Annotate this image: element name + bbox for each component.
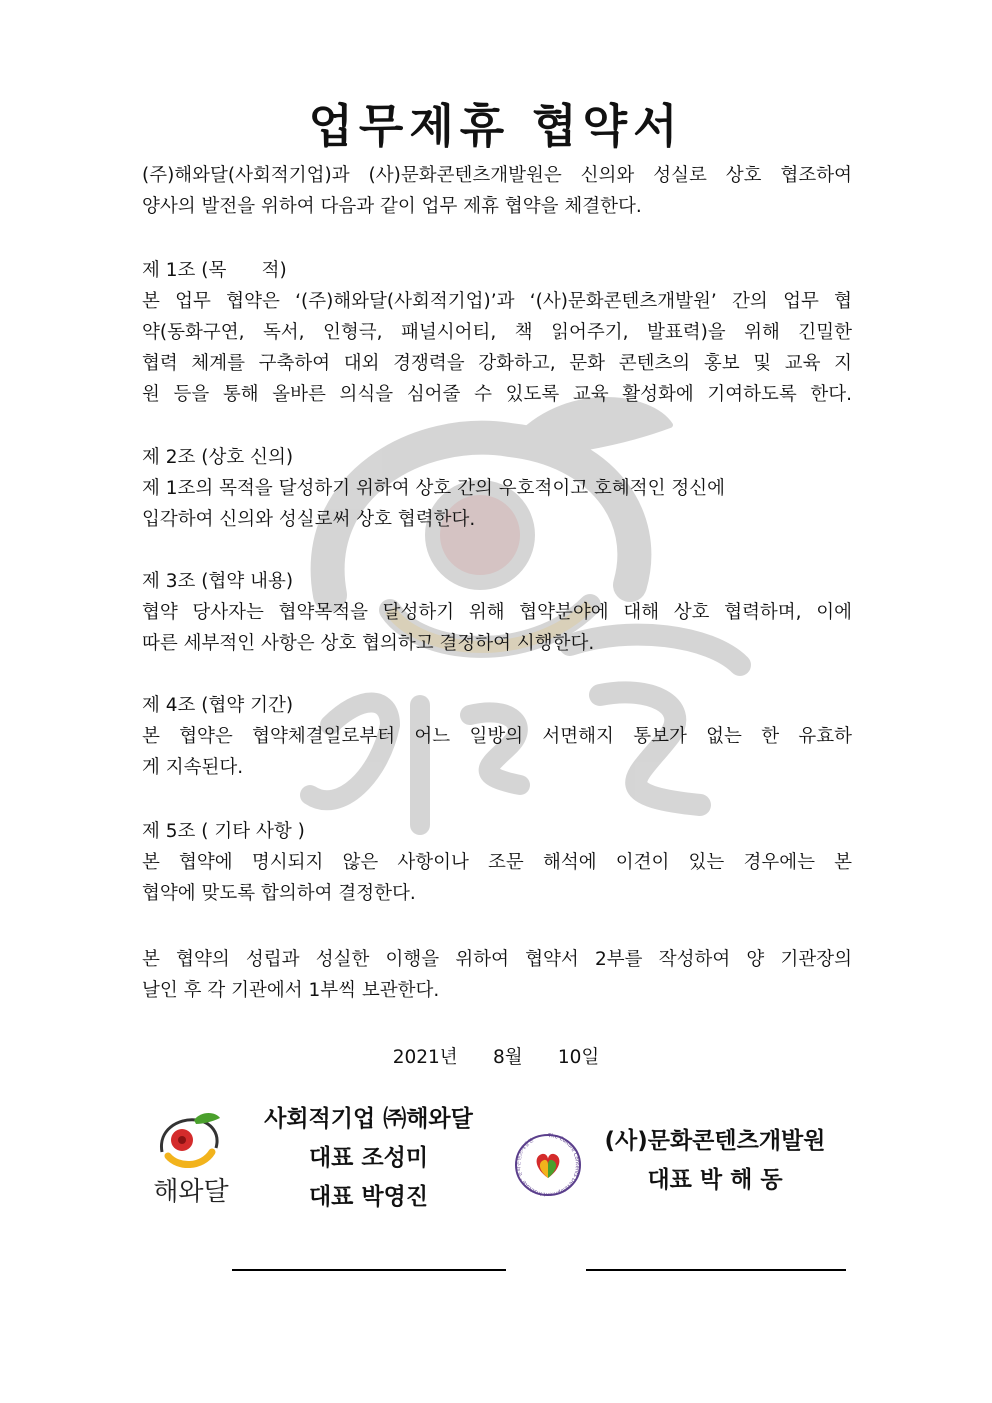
signature-line-right	[586, 1269, 846, 1271]
party-left-signature	[236, 1100, 501, 1217]
haewadal-logo	[150, 1112, 232, 1212]
article-heading: 제 4조 (협약 기간)	[142, 695, 294, 716]
signature-line-left	[232, 1269, 506, 1271]
party-left-rep2: 대표 박영진	[308, 1184, 429, 1210]
article-1	[142, 255, 852, 410]
party-right-rep: 대표 박 해 동	[647, 1167, 783, 1193]
closing-paragraph	[142, 944, 852, 1006]
logo-text: 해와달	[153, 1177, 229, 1207]
article-heading: 제 5조 ( 기타 사항 )	[142, 821, 305, 842]
article-line: 협력 체계를 구축하여 대외 경쟁력을 강화하고, 문화 콘텐츠의 홍보 및 교육 지	[142, 353, 852, 374]
article-heading: 제 2조 (상호 신의)	[142, 447, 294, 468]
closing-line: 본 협약의 성립과 성실한 이행을 위하여 협약서 2부를 작성하여 양 기관장의	[142, 949, 852, 970]
intro-line: (주)해와달(사회적기업)과 (사)문화콘텐츠개발원은 신의와 성실로 상호 협조하여	[142, 165, 852, 186]
article-3	[142, 566, 852, 659]
date-day: 10일	[557, 1047, 600, 1068]
party-right-org: (사)문화콘텐츠개발원	[604, 1128, 826, 1154]
seal-ring-text: The Culture Contents Development Institute · 문화콘텐츠개발원	[515, 1132, 580, 1198]
ccdi-seal-logo	[508, 1132, 588, 1198]
party-left-rep1: 대표 조성미	[308, 1145, 429, 1171]
closing-line: 날인 후 각 기관에서 1부씩 보관한다.	[142, 980, 440, 1001]
date-month: 8월	[492, 1047, 523, 1068]
document-title: 업무제휴 협약서	[308, 99, 684, 153]
date-year: 2021년	[392, 1047, 458, 1068]
article-line: 게 지속된다.	[142, 757, 244, 778]
intro-paragraph	[142, 160, 852, 222]
article-line: 따른 세부적인 사항은 상호 협의하고 결정하여 시행한다.	[142, 633, 595, 654]
party-left-org: 사회적기업 ㈜해와달	[264, 1106, 473, 1132]
article-heading: 제 1조 (목 적)	[142, 260, 287, 281]
article-line: 본 협약에 명시되지 않은 사항이나 조문 해석에 이견이 있는 경우에는 본	[142, 852, 852, 873]
article-line: 입각하여 신의와 성실로써 상호 협력한다.	[142, 509, 476, 530]
article-line: 약(동화구연, 독서, 인형극, 패널시어티, 책 읽어주기, 발표력)을 위해 긴밀한	[142, 322, 852, 343]
article-line: 협약에 맞도록 합의하여 결정한다.	[142, 883, 416, 904]
article-4	[142, 690, 852, 783]
agreement-date	[0, 1043, 992, 1069]
intro-line: 양사의 발전을 위하여 다음과 같이 업무 제휴 협약을 체결한다.	[142, 196, 642, 217]
article-line: 협약 당사자는 협약목적을 달성하기 위해 협약분야에 대해 상호 협력하며, 이에	[142, 602, 852, 623]
article-heading: 제 3조 (협약 내용)	[142, 571, 294, 592]
article-line: 본 업무 협약은 ‘(주)해와달(사회적기업)’과 ‘(사)문화콘텐츠개발원’ 간의 업무 협	[142, 291, 852, 312]
party-right-signature	[590, 1122, 840, 1200]
article-2	[142, 442, 852, 535]
article-line: 본 협약은 협약체결일로부터 어느 일방의 서면해지 통보가 없는 한 유효하	[142, 726, 852, 747]
article-line: 제 1조의 목적을 달성하기 위하여 상호 간의 우호적이고 호혜적인 정신에	[142, 478, 725, 499]
article-5	[142, 816, 852, 909]
article-line: 원 등을 통해 올바른 의식을 심어줄 수 있도록 교육 활성화에 기여하도록 한다.	[142, 384, 852, 405]
